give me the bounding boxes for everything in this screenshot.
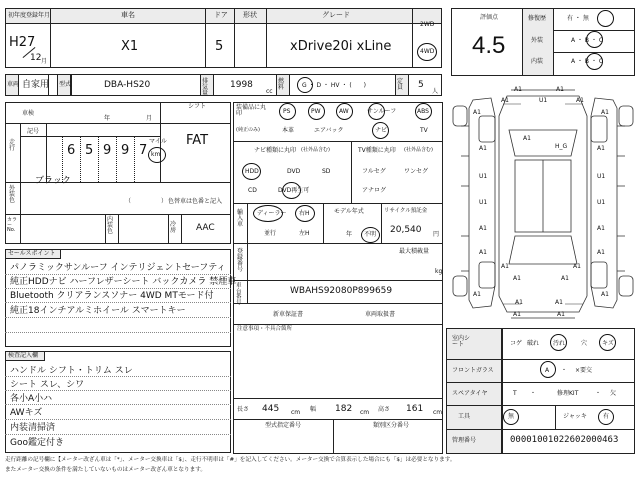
seat-item: コゲ	[510, 340, 523, 347]
length-value: 445	[262, 404, 280, 414]
footer-note-line2: またメーター交換の条件を満たしていないものはメーター改ざん車となります。	[5, 467, 206, 473]
spare-item: ・	[595, 390, 602, 397]
first-reg-era: H27	[9, 35, 36, 50]
diagram-damage-label: H_G	[555, 143, 568, 150]
chassis-label: 車台番号	[236, 283, 242, 306]
diagram-damage-label: A1	[513, 275, 521, 282]
warranty-label: 新車保証書	[273, 311, 304, 318]
diagram-damage-label: U1	[597, 173, 606, 180]
car-name-label: 車名	[121, 11, 135, 19]
glass-item: ・	[561, 367, 568, 374]
diagram-damage-label: A1	[573, 263, 581, 270]
inspection-year-unit: 年	[104, 115, 111, 122]
shift-value: FAT	[186, 133, 209, 148]
inspector-note-line: 各小A小ハ	[10, 394, 53, 404]
diagram-damage-label: U1	[597, 199, 606, 206]
model-year-label: モデル年式	[334, 208, 364, 215]
seat-label: 室内シート	[452, 335, 471, 348]
height-unit: cm	[433, 409, 443, 416]
tv-item: アナログ	[362, 187, 387, 194]
inspector-note-line: AWキズ	[10, 408, 43, 418]
diagram-damage-label: A1	[601, 109, 609, 116]
diagram-damage-label: A1	[515, 299, 523, 306]
inspector-note-line: ハンドル シフト・トリム スレ	[10, 366, 133, 376]
inspection-month-unit: 月	[146, 115, 153, 122]
repair-options: 有 ・ 無	[567, 15, 589, 22]
diagram-damage-label: A1	[513, 311, 521, 318]
length-label: 長さ	[237, 406, 250, 413]
navi-item: DVD	[287, 168, 301, 175]
tv-item: ワンセグ	[404, 168, 429, 175]
import-handle-left: 左H	[299, 230, 310, 237]
use-label: 車両	[7, 81, 20, 88]
spare-item: T	[513, 390, 517, 397]
footer-note-line1: 走行距離の記号欄に【メーター改ざん車は「*」、メーター交換車は「$」、走行不明車は「#」を記入してください。メーター交換で合算表示した場合にも「$」は必要となります。	[5, 457, 456, 463]
use-value: 自家用	[22, 80, 50, 90]
import-handle-right: 右H	[299, 210, 310, 217]
equipment-note: (純正のみ)	[236, 127, 260, 133]
width-unit: cm	[360, 409, 370, 416]
navi-item: CD	[248, 187, 257, 194]
type-no-label: 型式指定番号	[265, 422, 302, 429]
manage-no-label: 管理番号	[452, 437, 477, 444]
import-dealer: ディーラー	[257, 210, 287, 217]
diagram-damage-label: A1	[576, 97, 584, 104]
shape-label: 形状	[243, 11, 257, 19]
capacity-value: 5	[418, 80, 424, 90]
navi-label: ナビ種類に丸印	[254, 147, 297, 154]
aircon-label: 冷房	[170, 221, 177, 234]
ext-label: 外装	[531, 37, 544, 44]
diagram-damage-label: A1	[514, 86, 522, 93]
width-value: 182	[335, 404, 353, 414]
int-selected-circle	[586, 53, 603, 70]
mileage-unit-km: km	[151, 151, 161, 158]
interior-color-label: 内装色	[107, 216, 114, 235]
selling-point-line: パノラミックサンルーフ インテリジェントセーフティ	[10, 263, 226, 273]
mileage-digit: 7	[139, 143, 148, 158]
repair-label: 修復歴	[528, 15, 547, 22]
spare-item: 修理KIT	[557, 390, 579, 397]
mileage-digit: 9	[121, 143, 130, 158]
inspector-notes-label: 検査記入欄	[8, 352, 39, 359]
inspector-note-line: Goo鑑定付き	[10, 438, 64, 448]
inspection-label: 車検	[22, 110, 35, 117]
shift-label: シフト	[188, 103, 207, 110]
selling-point-line: 純正HDDナビ ハーフレザーシート バックカメラ 禁煙車	[10, 277, 237, 287]
ext-options: A ・ B ・ C	[571, 37, 604, 44]
first-reg-month: 12	[30, 53, 42, 63]
spare-item: ・	[530, 390, 537, 397]
recycle-unit: 円	[433, 231, 440, 238]
capacity-unit: 人	[432, 88, 439, 95]
model-label: 型式	[59, 81, 72, 88]
diagram-damage-label: A1	[597, 145, 605, 152]
tv-note: (社外品含む)	[404, 147, 433, 153]
manual-label: 車両取扱書	[365, 311, 396, 318]
mileage-digit: 6	[67, 143, 76, 158]
tools-label: 工具	[458, 413, 471, 420]
diagram-damage-label: A1	[561, 275, 569, 282]
equipment-item: エアバック	[314, 127, 344, 134]
center-block	[233, 102, 443, 454]
grade-label: グレード	[322, 11, 350, 19]
diagram-damage-label: A1	[479, 225, 487, 232]
class-no-label: 類別区分番号	[373, 422, 410, 429]
equipment-label: 装備品に丸印	[236, 104, 267, 117]
score-label: 評価点	[480, 14, 499, 21]
cc-label: 排気量	[202, 78, 209, 97]
length-unit: cm	[291, 409, 301, 416]
import-label: 輸入車	[237, 209, 244, 228]
chassis-value: WBAHS92080P899659	[290, 286, 393, 296]
diagram-damage-label: A1	[479, 249, 487, 256]
car-damage-diagram	[451, 86, 635, 322]
color-no-label: カラーNo.	[7, 217, 18, 233]
diagram-damage-label: A1	[501, 97, 509, 104]
seat-item: 汚れ	[553, 340, 566, 347]
max-load-label: 最大積載量	[399, 248, 430, 255]
selling-points-label: セールスポイント	[8, 250, 56, 257]
doors-label: ドア	[214, 11, 228, 19]
equipment-item: 本革	[282, 127, 295, 134]
import-parallel: 並行	[264, 230, 277, 237]
repair-selected-circle	[597, 10, 614, 27]
ext-selected-circle	[586, 31, 603, 48]
drive-4wd: 4WD	[420, 48, 435, 55]
color-note: 色替車は色番と記入	[168, 198, 223, 205]
diagram-damage-label: A1	[479, 145, 487, 152]
mileage-note: 記号	[27, 128, 40, 135]
equipment-item: サンルーフ	[367, 108, 397, 115]
mileage-digit: 9	[103, 143, 112, 158]
reg-no-label: 登録番号	[237, 248, 244, 273]
mileage-label: 走行	[9, 139, 16, 152]
cc-unit: cc	[266, 88, 273, 95]
selling-point-line: 純正18インチアルミホイール スマートキー	[10, 306, 186, 316]
color-label: 外装色	[9, 185, 16, 204]
fuel-label: 燃料	[278, 78, 285, 91]
glass-label: フロントガラス	[452, 367, 494, 374]
capacity-label: 定員	[397, 78, 404, 91]
model-year-unknown: 不明	[364, 231, 377, 238]
recycle-value: 20,540	[390, 225, 422, 235]
mileage-digit: 5	[85, 143, 94, 158]
diagram-damage-label: U1	[479, 199, 488, 206]
diagram-damage-label: A1	[597, 225, 605, 232]
first-reg-label: 初年度登録年月	[8, 12, 51, 19]
diagram-damage-label: A1	[556, 86, 564, 93]
diagram-damage-label: A1	[601, 291, 609, 298]
inspector-note-line: 内装清掃済	[10, 423, 56, 433]
equipment-item: ABS	[417, 108, 429, 115]
color-value: ブラック	[35, 176, 71, 186]
diagram-damage-label: A1	[523, 135, 531, 142]
tools-circled: 無	[508, 413, 515, 420]
int-label: 内装	[531, 58, 544, 65]
manage-no-value: 00001001022602000463	[510, 435, 619, 445]
equipment-item: PS	[283, 108, 291, 115]
seat-item: キズ	[602, 340, 614, 347]
jack-label: ジャッキ	[563, 413, 587, 420]
seat-item: 穴	[581, 340, 588, 347]
mileage-unit-mile: マイル	[149, 138, 167, 145]
glass-item: A	[545, 367, 550, 374]
equipment-item: AW	[339, 108, 349, 115]
score-value: 4.5	[472, 32, 506, 59]
model-year-unit: 年	[346, 231, 353, 238]
int-options: A ・ B ・ C	[571, 58, 604, 65]
diagram-damage-label: U1	[539, 97, 548, 104]
navi-item: SD	[322, 168, 331, 175]
spare-label: スペアタイヤ	[452, 390, 488, 397]
drive-2wd: 2WD	[420, 21, 435, 28]
jack-circled: 有	[603, 413, 610, 420]
grade-value: xDrive20i xLine	[290, 39, 392, 54]
model-value: DBA-HS20	[104, 80, 151, 90]
tv-item: フルセグ	[362, 168, 386, 175]
color-note-paren: （ ）	[125, 198, 168, 205]
equipment-item: TV	[420, 127, 428, 134]
equipment-item: ナビ	[375, 127, 388, 134]
cc-value: 1998	[230, 80, 253, 90]
diagram-damage-label: A1	[597, 249, 605, 256]
doors-value: 5	[215, 39, 224, 54]
diagram-damage-label: A1	[473, 109, 481, 116]
diagram-damage-label: A1	[557, 311, 565, 318]
diagram-damage-label: A1	[473, 291, 481, 298]
equipment-item: PW	[311, 108, 321, 115]
max-load-unit: kg	[435, 268, 443, 275]
diagram-damage-label: U1	[479, 173, 488, 180]
first-reg-month-unit: 月	[41, 58, 48, 65]
seat-item: 破れ	[527, 340, 540, 347]
car-name: X1	[121, 39, 139, 54]
inspector-note-line: シート スレ、シワ	[10, 380, 85, 390]
aircon-value: AAC	[196, 223, 215, 233]
height-label: 高さ	[378, 406, 391, 413]
navi-item: HDD	[245, 168, 259, 175]
fuel-options: G ・ D ・ HV ・ ( )	[302, 82, 367, 89]
width-label: 幅	[310, 406, 317, 413]
spare-item: 欠	[610, 390, 617, 397]
notes-label: 注意事項・不具合箇所	[237, 326, 293, 332]
height-value: 161	[406, 404, 424, 414]
diagram-damage-label: A1	[555, 299, 563, 306]
glass-item: ×要交	[575, 367, 593, 374]
navi-note: (社外品含む)	[301, 147, 330, 153]
diagram-damage-label: A1	[501, 263, 509, 270]
tv-label: TV種類に丸印	[358, 147, 396, 154]
navi-item: DVD再生可	[278, 187, 310, 194]
selling-point-line: Bluetooth クリアランスソナー 4WD MTモード付	[10, 291, 214, 301]
recycle-label: リサイクル預託金	[384, 208, 428, 214]
